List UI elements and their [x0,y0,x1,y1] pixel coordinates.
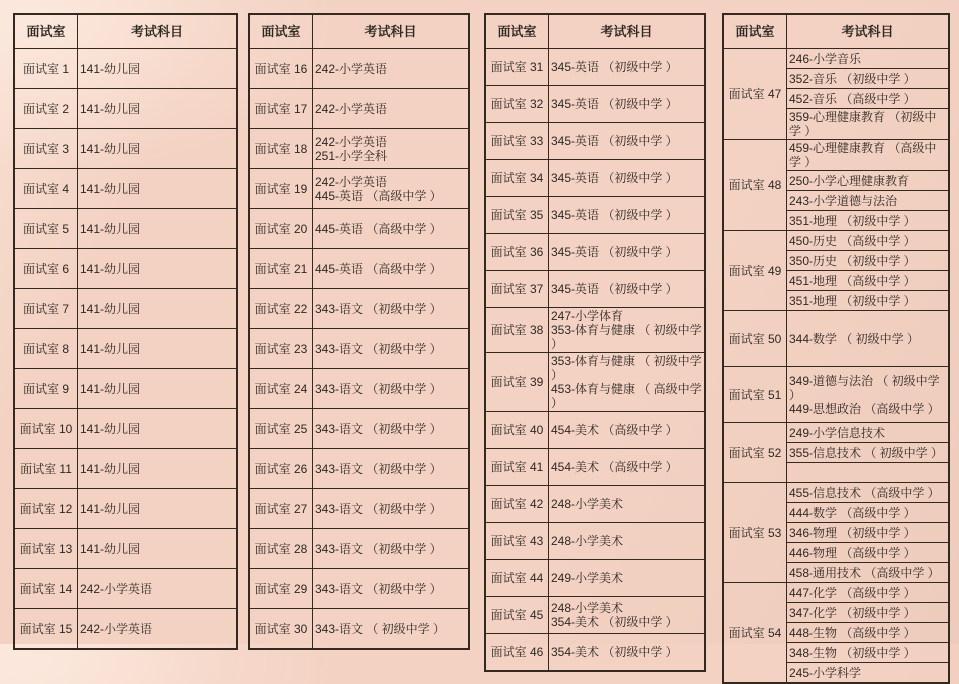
subject-cell: 141-幼儿园 [78,289,238,329]
table-row [485,308,705,353]
table-row [14,569,237,609]
subject-cell: 249-小学信息技术 [787,423,950,443]
subject-cell: 451-地理 （高级中学 ） [787,271,950,291]
subject-cell: 343-语文 （初级中学 ） [313,329,470,369]
subject-cell: 454-美术 （高级中学 ） [549,449,706,486]
table-row [14,449,237,489]
subject-cell: 248-小学美术 354-美术 （初级中学 ） [549,597,706,634]
room-cell: 面试室 51 [723,367,787,423]
table-row [14,249,237,289]
room-cell: 面试室 46 [485,634,549,672]
room-cell: 面试室 17 [249,89,313,129]
table-row [249,369,469,409]
subject-cell: 343-语文 （初级中学 ） [313,449,470,489]
subject-cell: 246-小学音乐 [787,49,950,69]
subject-cell: 445-英语 （高级中学 ） [313,209,470,249]
room-cell: 面试室 45 [485,597,549,634]
room-cell: 面试室 11 [14,449,78,489]
room-cell: 面试室 3 [14,129,78,169]
header-row [485,14,705,49]
subject-cell: 141-幼儿园 [78,49,238,89]
table-row [14,489,237,529]
subject-cell: 242-小学英语 [313,89,470,129]
room-table-2 [248,13,470,650]
header-row [723,14,949,49]
subject-cell: 141-幼儿园 [78,129,238,169]
subject-cell: 447-化学 （高级中学 ） [787,583,950,603]
subject-cell: 248-小学美术 [549,523,706,560]
table-row [249,529,469,569]
room-cell: 面试室 1 [14,49,78,89]
table-row [723,231,949,251]
table-row [14,529,237,569]
table-row [485,86,705,123]
subject-cell: 450-历史 （高级中学 ） [787,231,950,251]
subject-cell: 343-语文 （初级中学 ） [313,289,470,329]
room-header: 面试室 [14,14,78,49]
subject-cell: 141-幼儿园 [78,209,238,249]
subject-cell: 349-道德与法治 （ 初级中学 ） 449-思想政治 （高级中学 ） [787,367,950,423]
room-cell: 面试室 31 [485,49,549,86]
subject-cell: 249-小学美术 [549,560,706,597]
subject-cell: 343-语文 （初级中学 ） [313,489,470,529]
subject-header: 考试科目 [313,14,470,49]
room-cell: 面试室 44 [485,560,549,597]
subject-cell: 248-小学美术 [549,486,706,523]
table-row [485,353,705,412]
table-row [723,423,949,443]
table-row [485,197,705,234]
room-cell: 面试室 47 [723,49,787,140]
room-cell: 面试室 26 [249,449,313,489]
subject-cell: 242-小学英语 251-小学全科 [313,129,470,169]
room-cell: 面试室 2 [14,89,78,129]
header-row [14,14,237,49]
subject-header: 考试科目 [787,14,950,49]
subject-header: 考试科目 [78,14,238,49]
subject-cell: 343-语文 （初级中学 ） [313,569,470,609]
room-cell: 面试室 20 [249,209,313,249]
subject-cell: 345-英语 （初级中学 ） [549,197,706,234]
room-cell: 面试室 22 [249,289,313,329]
room-cell: 面试室 6 [14,249,78,289]
room-cell: 面试室 13 [14,529,78,569]
table-row [14,129,237,169]
subject-cell: 242-小学英语 [313,49,470,89]
room-cell: 面试室 38 [485,308,549,353]
subject-cell: 141-幼儿园 [78,449,238,489]
table-row [485,486,705,523]
subject-cell: 141-幼儿园 [78,89,238,129]
room-cell: 面试室 29 [249,569,313,609]
subject-cell: 141-幼儿园 [78,169,238,209]
subject-cell: 345-英语 （初级中学 ） [549,160,706,197]
room-table-4 [722,13,950,684]
subject-cell: 242-小学英语 [78,569,238,609]
table-row [485,160,705,197]
table-row [249,249,469,289]
subject-cell: 242-小学英语 [78,609,238,650]
subject-cell: 459-心理健康教育 （高级中学 ） [787,140,950,171]
room-cell: 面试室 4 [14,169,78,209]
subject-cell: 245-小学科学 [787,663,950,684]
subject-cell: 347-化学 （初级中学 ） [787,603,950,623]
room-cell: 面试室 21 [249,249,313,289]
subject-cell: 247-小学体育 353-体育与健康 （ 初级中学 ） [549,308,706,353]
table-row [485,634,705,672]
table-row [485,560,705,597]
room-cell: 面试室 42 [485,486,549,523]
room-cell: 面试室 16 [249,49,313,89]
room-header: 面试室 [723,14,787,49]
subject-cell: 343-语文 （初级中学 ） [313,409,470,449]
subject-cell [787,463,950,483]
room-cell: 面试室 7 [14,289,78,329]
subject-cell: 452-音乐 （高级中学 ） [787,89,950,109]
room-cell: 面试室 18 [249,129,313,169]
room-cell: 面试室 48 [723,140,787,231]
room-cell: 面试室 24 [249,369,313,409]
table-row [14,89,237,129]
table-row [485,523,705,560]
subject-cell: 446-物理 （高级中学 ） [787,543,950,563]
room-cell: 面试室 49 [723,231,787,311]
room-cell: 面试室 36 [485,234,549,271]
subject-cell: 454-美术 （高级中学 ） [549,412,706,449]
subject-cell: 344-数学 （ 初级中学 ） [787,311,950,367]
table-row [249,289,469,329]
table-row [485,597,705,634]
subject-cell: 345-英语 （初级中学 ） [549,234,706,271]
room-cell: 面试室 41 [485,449,549,486]
subject-cell: 445-英语 （高级中学 ） [313,249,470,289]
subject-cell: 351-地理 （初级中学 ） [787,291,950,311]
table-row [723,583,949,603]
room-cell: 面试室 15 [14,609,78,650]
subject-cell: 345-英语 （初级中学 ） [549,271,706,308]
room-cell: 面试室 8 [14,329,78,369]
room-cell: 面试室 33 [485,123,549,160]
table-row [485,449,705,486]
room-cell: 面试室 53 [723,483,787,583]
room-cell: 面试室 37 [485,271,549,308]
table-row [485,234,705,271]
subject-cell: 243-小学道德与法治 [787,191,950,211]
room-cell: 面试室 9 [14,369,78,409]
subject-cell: 343-语文 （ 初级中学 ） [313,609,470,650]
room-cell: 面试室 43 [485,523,549,560]
room-header: 面试室 [249,14,313,49]
subject-cell: 343-语文 （初级中学 ） [313,529,470,569]
subject-header: 考试科目 [549,14,706,49]
room-cell: 面试室 34 [485,160,549,197]
room-cell: 面试室 23 [249,329,313,369]
subject-cell: 141-幼儿园 [78,329,238,369]
room-cell: 面试室 10 [14,409,78,449]
table-row [249,49,469,89]
table-row [249,569,469,609]
subject-cell: 345-英语 （初级中学 ） [549,86,706,123]
room-cell: 面试室 35 [485,197,549,234]
table-row [14,329,237,369]
room-cell: 面试室 28 [249,529,313,569]
subject-cell: 141-幼儿园 [78,529,238,569]
subject-cell: 354-美术 （初级中学 ） [549,634,706,672]
subject-cell: 346-物理 （初级中学 ） [787,523,950,543]
room-cell: 面试室 40 [485,412,549,449]
table-row [249,129,469,169]
subject-cell: 352-音乐 （初级中学 ） [787,69,950,89]
table-row [249,409,469,449]
table-row [14,209,237,249]
subject-cell: 348-生物 （初级中学 ） [787,643,950,663]
table-row [249,489,469,529]
subject-cell: 345-英语 （初级中学 ） [549,49,706,86]
table-row [249,449,469,489]
table-row [14,169,237,209]
room-cell: 面试室 27 [249,489,313,529]
subject-cell: 350-历史 （初级中学 ） [787,251,950,271]
subject-cell: 141-幼儿园 [78,409,238,449]
room-cell: 面试室 52 [723,423,787,483]
subject-cell: 141-幼儿园 [78,369,238,409]
table-row [485,49,705,86]
room-cell: 面试室 19 [249,169,313,209]
subject-cell: 250-小学心理健康教育 [787,171,950,191]
room-cell: 面试室 30 [249,609,313,650]
room-table-3 [484,13,706,672]
room-cell: 面试室 14 [14,569,78,609]
room-header: 面试室 [485,14,549,49]
subject-cell: 444-数学 （高级中学 ） [787,503,950,523]
subject-cell: 343-语文 （初级中学 ） [313,369,470,409]
table-row [723,140,949,171]
subject-cell: 359-心理健康教育 （初级中学 ） [787,109,950,140]
table-row [14,369,237,409]
table-row [249,169,469,209]
table-row [485,123,705,160]
room-cell: 面试室 12 [14,489,78,529]
subject-cell: 351-地理 （初级中学 ） [787,211,950,231]
table-row [723,49,949,69]
subject-cell: 355-信息技术 （ 初级中学 ） [787,443,950,463]
table-row [723,311,949,367]
subject-cell: 242-小学英语 445-英语 （高级中学 ） [313,169,470,209]
subject-cell: 141-幼儿园 [78,249,238,289]
table-row [14,609,237,650]
table-row [723,367,949,423]
room-cell: 面试室 39 [485,353,549,412]
table-row [249,209,469,249]
room-cell: 面试室 32 [485,86,549,123]
subject-cell: 141-幼儿园 [78,489,238,529]
room-cell: 面试室 50 [723,311,787,367]
room-cell: 面试室 5 [14,209,78,249]
subject-cell: 345-英语 （初级中学 ） [549,123,706,160]
room-cell: 面试室 25 [249,409,313,449]
subject-cell: 458-通用技术 （高级中学 ） [787,563,950,583]
table-row [249,89,469,129]
room-cell: 面试室 54 [723,583,787,684]
table-row [723,483,949,503]
table-row [249,329,469,369]
subject-cell: 353-体育与健康 （ 初级中学 ） 453-体育与健康 （ 高级中学 ） [549,353,706,412]
table-row [485,412,705,449]
subject-cell: 455-信息技术 （高级中学 ） [787,483,950,503]
table-row [14,49,237,89]
table-row [249,609,469,650]
table-row [14,409,237,449]
table-row [485,271,705,308]
subject-cell: 448-生物 （高级中学 ） [787,623,950,643]
room-table-1 [13,13,238,650]
table-row [14,289,237,329]
header-row [249,14,469,49]
